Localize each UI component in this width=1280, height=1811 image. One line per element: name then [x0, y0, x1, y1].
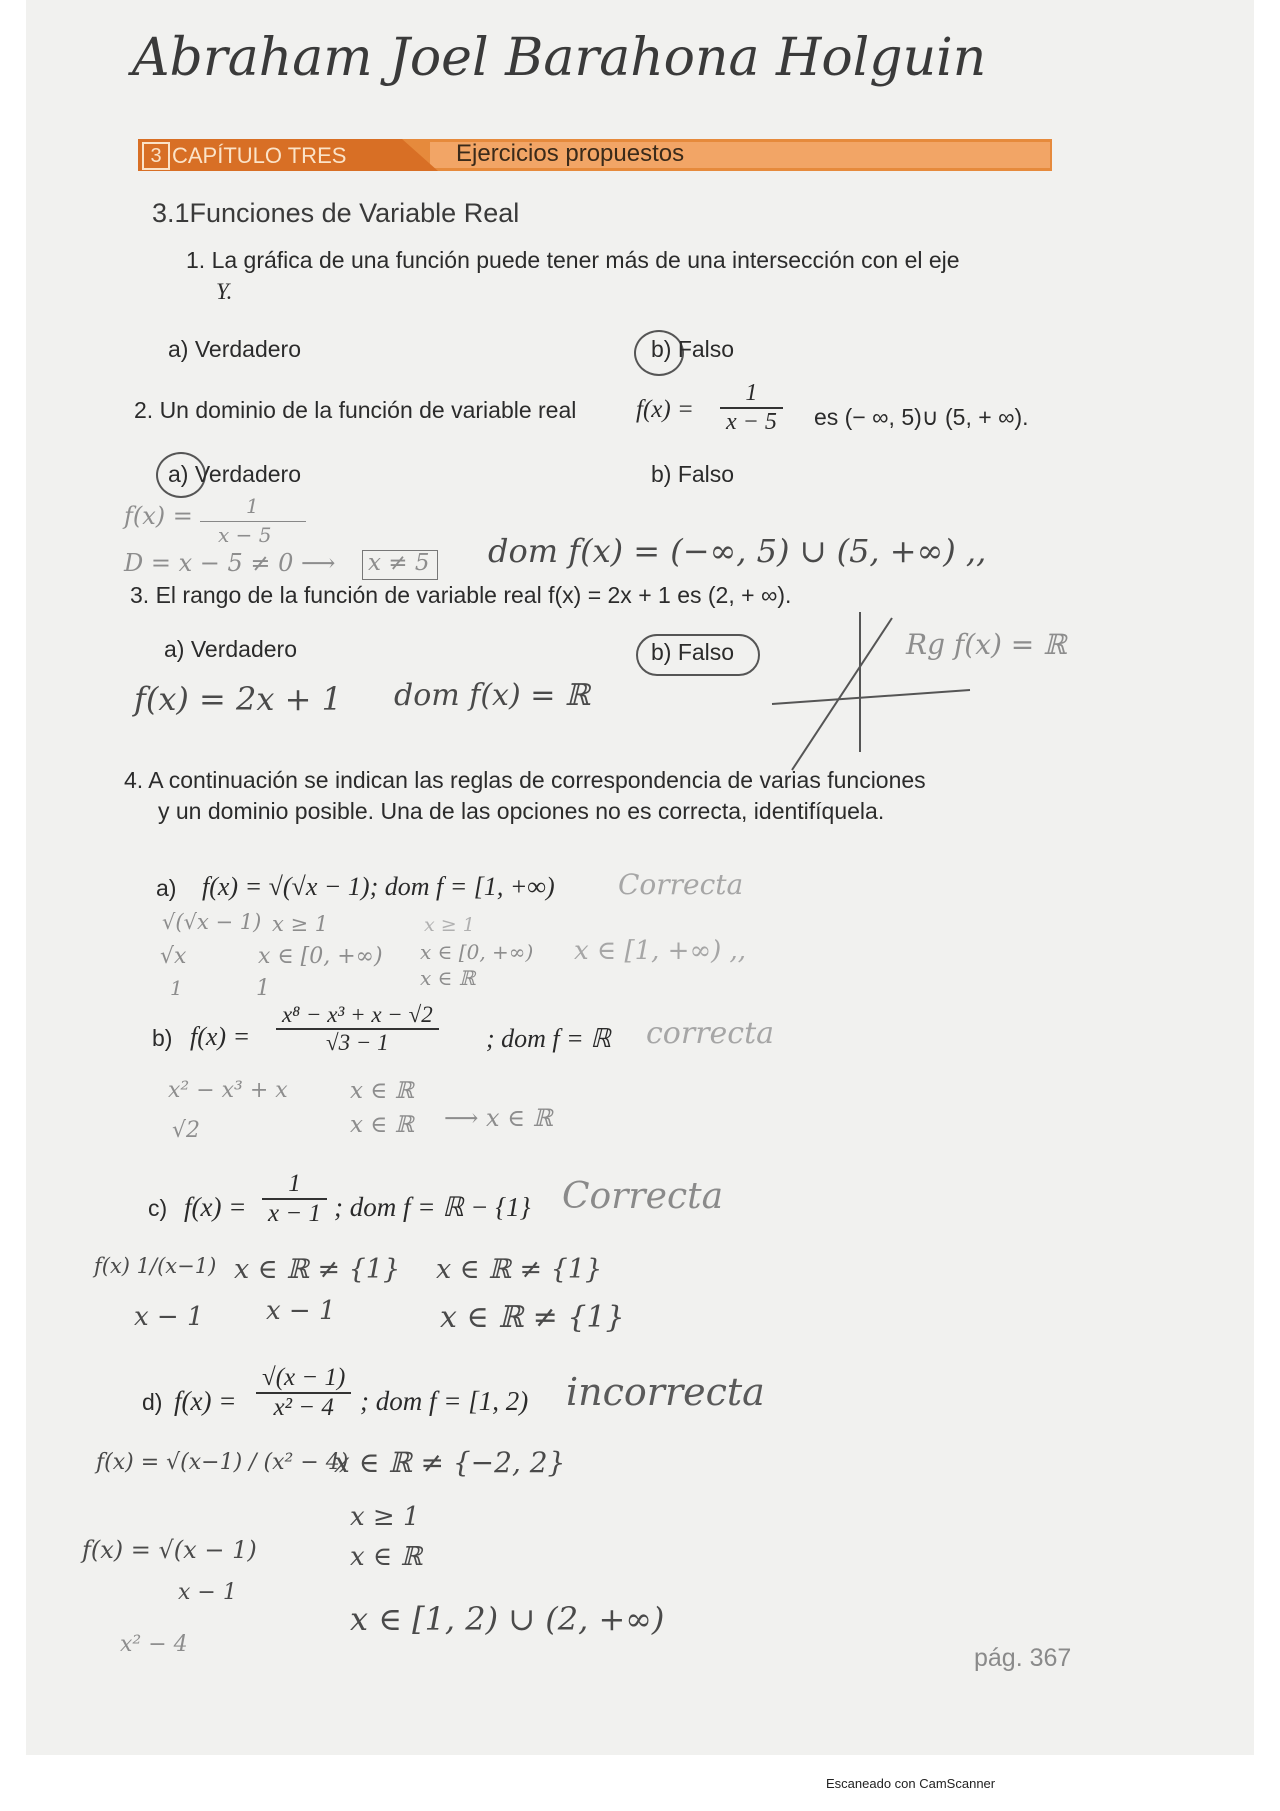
q4d-work-6: x ∈ [1, 2) ∪ (2, +∞) — [350, 1600, 665, 1638]
q4c-verdict: Correcta — [562, 1176, 724, 1217]
q4d-label: d) — [142, 1389, 163, 1415]
q1-option-b[interactable]: b) Falso — [651, 336, 735, 362]
q4d-work-5: x − 1 — [178, 1580, 237, 1605]
section-title: 3.1Funciones de Variable Real — [152, 198, 520, 228]
q2-text: 2. Un dominio de la función de variable real — [134, 397, 577, 423]
q4d-verdict: incorrecta — [566, 1370, 765, 1414]
q4-text: 4. A continuación se indican las reglas de correspondencia de varias funciones — [124, 767, 926, 793]
q4d-work-3: f(x) = √(x − 1) — [82, 1536, 257, 1564]
q1-text-line2: Y. — [216, 279, 233, 304]
q4b-fraction-numerator: x⁸ − x³ + x − √2 — [276, 1002, 439, 1030]
q4b-work-3: x ∈ ℝ — [350, 1112, 414, 1138]
q4d-fraction-numerator: √(x − 1) — [256, 1364, 351, 1394]
q4c-work-3: x − 1 — [134, 1302, 204, 1332]
q2-work-fx: f(x) = — [124, 502, 193, 530]
q4b-label: b) — [152, 1025, 173, 1051]
q2-work-boxed: x ≠ 5 — [368, 550, 430, 576]
q2-tail: es (− ∞, 5)∪ (5, + ∞). — [814, 404, 1029, 430]
q2-work-num: 1 — [246, 494, 259, 518]
q3-text: 3. El rango de la función de variable real f(x) = 2x + 1 es (2, + ∞). — [130, 582, 792, 608]
q4b-fraction — [276, 1002, 439, 1056]
q4a-work-6: x ∈ [1, +∞) ,, — [574, 936, 747, 966]
q4b-fraction-denominator: √3 − 1 — [326, 1030, 389, 1055]
q4a-work-8: 1 — [256, 976, 270, 1001]
q4c-work-0: f(x) 1/(x−1) — [94, 1254, 217, 1278]
q3-option-b[interactable]: b) Falso — [651, 639, 735, 665]
q3-work-dom: dom f(x) = ℝ — [394, 678, 590, 713]
q4b-work-0: x² − x³ + x — [168, 1078, 288, 1103]
q3-graph-line-a — [772, 690, 970, 704]
q2-work-domain: D = x − 5 ≠ 0 ⟶ — [124, 549, 336, 577]
q2-work-den: x − 5 — [218, 523, 272, 547]
q4a-work-3: √x — [160, 944, 187, 969]
q4c-fx: f(x) = — [184, 1192, 247, 1222]
q4a-verdict: Correcta — [618, 868, 744, 901]
q3-work-rg: Rg f(x) = ℝ — [906, 628, 1067, 661]
q4c-fraction-denominator: x − 1 — [268, 1200, 321, 1227]
q2-fx: f(x) = — [636, 396, 694, 423]
scanner-watermark: Escaneado con CamScanner — [826, 1776, 996, 1791]
q4b-domain: ; dom f = ℝ — [486, 1024, 611, 1053]
q4c-fraction — [262, 1170, 327, 1228]
q4c-work-1: x ∈ ℝ ≠ {1} — [234, 1254, 401, 1285]
q1-option-a[interactable]: a) Verdadero — [168, 336, 301, 362]
q3-option-a[interactable]: a) Verdadero — [164, 636, 297, 662]
q4d-work-2: x ≥ 1 — [350, 1502, 420, 1532]
q4b-verdict: correcta — [646, 1016, 775, 1051]
q2-work-result: dom f(x) = (−∞, 5) ∪ (5, +∞) ,, — [488, 532, 987, 570]
q4-text-line2: y un dominio posible. Una de las opciones no es correcta, identifíquela. — [158, 798, 885, 824]
q4c-fraction-numerator: 1 — [262, 1170, 327, 1200]
q2-option-b[interactable]: b) Falso — [651, 461, 735, 487]
q4d-fraction — [256, 1364, 351, 1422]
q4a-work-0: √(√x − 1) — [162, 910, 262, 934]
q4a-work-4: x ∈ [0, +∞) — [258, 944, 383, 969]
page-number: pág. 367 — [974, 1644, 1072, 1672]
q4c-work-5: x ∈ ℝ ≠ {1} — [440, 1300, 625, 1335]
student-name-signature: Abraham Joel Barahona Holguin — [132, 28, 987, 88]
q4b-fx: f(x) = — [190, 1022, 251, 1051]
q4d-work-7: x² − 4 — [120, 1632, 188, 1657]
q2-fraction — [720, 380, 783, 436]
q2-fraction-numerator: 1 — [720, 380, 783, 409]
q4a-label: a) — [156, 875, 177, 901]
q4a-work-7: 1 — [170, 976, 183, 1000]
q3-graph-line-c — [792, 618, 892, 770]
q4d-domain: ; dom f = [1, 2) — [360, 1386, 529, 1416]
q4b-work-2: √2 — [172, 1118, 201, 1143]
q2-fraction-denominator: x − 5 — [726, 409, 777, 435]
q4a-work-5: x ∈ [0, +∞) — [420, 940, 534, 964]
chapter-number: 3 — [142, 142, 170, 170]
q4d-work-4: x ∈ ℝ — [350, 1542, 423, 1572]
q4c-work-2: x ∈ ℝ ≠ {1} — [436, 1254, 603, 1285]
q4d-fx: f(x) = — [174, 1386, 237, 1416]
q4a-formula: f(x) = √(√x − 1); dom f = [1, +∞) — [202, 872, 555, 901]
q4d-fraction-denominator: x² − 4 — [273, 1394, 334, 1421]
q4c-domain: ; dom f = ℝ − {1} — [334, 1192, 531, 1222]
q4b-work-4: ⟶ x ∈ ℝ — [444, 1104, 553, 1132]
banner-title: Ejercicios propuestos — [456, 140, 685, 167]
q1-text: 1. La gráfica de una función puede tener más de una intersección con el eje — [186, 247, 960, 273]
q4a-work-9: x ∈ ℝ — [420, 966, 476, 990]
chapter-title: CAPÍTULO TRES — [172, 143, 347, 168]
q3-work-fx: f(x) = 2x + 1 — [134, 680, 342, 718]
q4d-work-1: x ∈ ℝ ≠ {−2, 2} — [334, 1446, 566, 1479]
q4c-label: c) — [148, 1195, 168, 1221]
q4a-work-2: x ≥ 1 — [424, 914, 475, 936]
q2-work-fraction-bar — [200, 521, 306, 522]
q2-option-a[interactable]: a) Verdadero — [168, 461, 301, 487]
q4c-work-4: x − 1 — [266, 1296, 336, 1326]
q4b-work-1: x ∈ ℝ — [350, 1078, 414, 1104]
q4d-work-0: f(x) = √(x−1) / (x² − 4) — [96, 1450, 349, 1475]
q4a-work-1: x ≥ 1 — [272, 912, 329, 936]
